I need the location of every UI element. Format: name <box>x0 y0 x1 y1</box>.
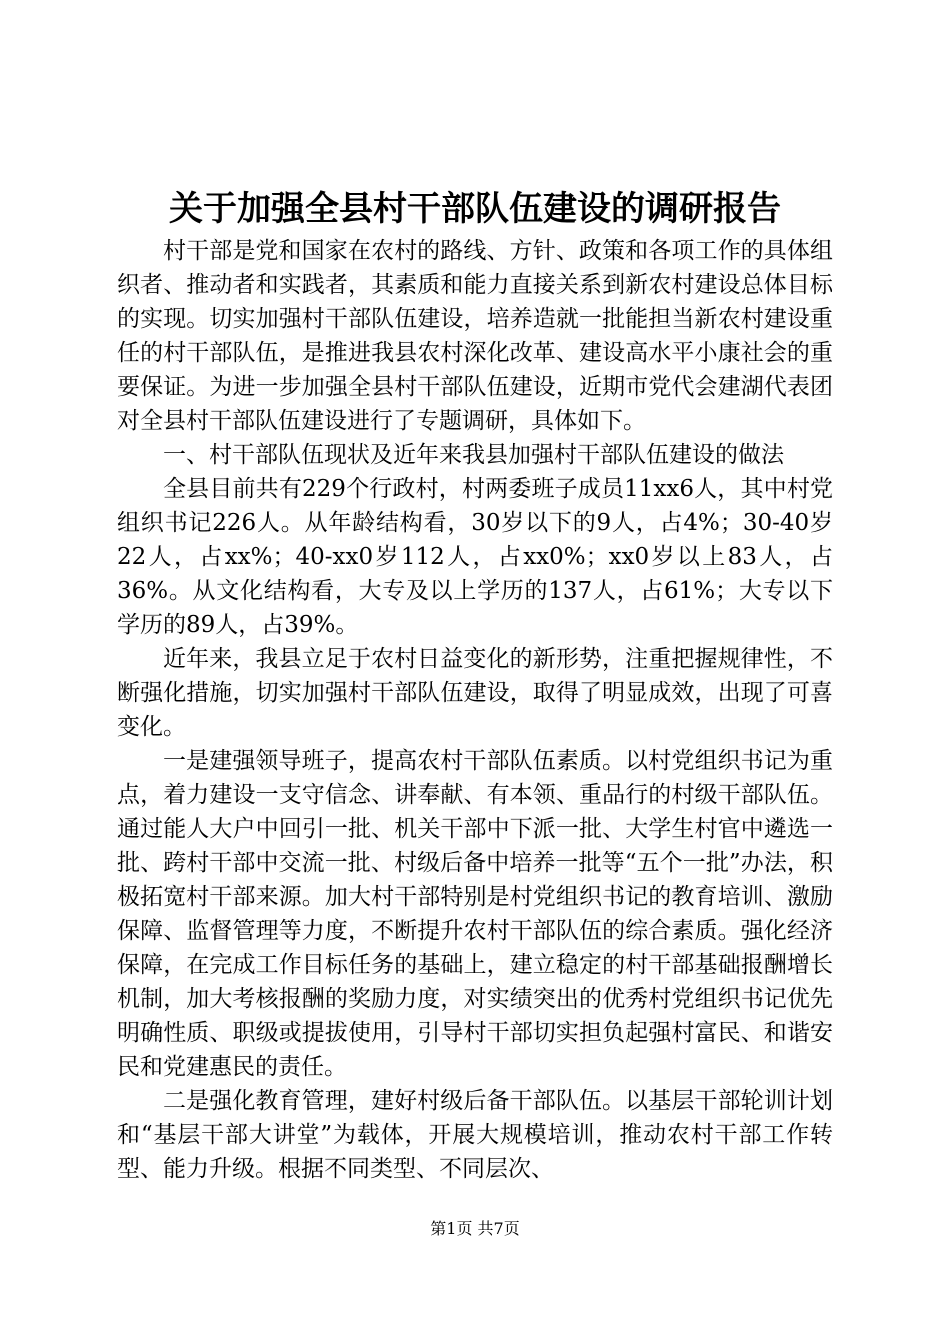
paragraph-recent-years: 近年来，我县立足于农村日益变化的新形势，注重把握规律性，不断强化措施，切实加强村干部队伍建设，取得了明显成效，出现了可喜变化。 <box>117 646 833 740</box>
paragraph-point-2: 二是强化教育管理，建好村级后备干部队伍。以基层干部轮训计划和“基层干部大讲堂”为载体，开展大规模培训，推动农村干部工作转型、能力升级。根据不同类型、不同层次、 <box>117 1088 833 1182</box>
document-title: 关于加强全县村干部队伍建设的调研报告 <box>169 189 781 229</box>
page-footer: 第1页 共7页 <box>430 1219 520 1238</box>
paragraph-intro: 村干部是党和国家在农村的路线、方针、政策和各项工作的具体组织者、推动者和实践者，其素质和能力直接关系到新农村建设总体目标的实现。切实加强村干部队伍建设，培养造就一批能担当新农村建设重任的村干部队伍，是推进我县农村深化改革、建设高水平小康社会的重要保证。为进一步加强全县村干部队伍建设，近期市党代会建湖代表团对全县村干部队伍建设进行了专题调研，具体如下。 <box>117 238 833 434</box>
document-body <box>117 234 833 1186</box>
section-heading-1: 一、村干部队伍现状及近年来我县加强村干部队伍建设的做法 <box>163 442 784 468</box>
paragraph-point-1: 一是建强领导班子，提高农村干部队伍素质。以村党组织书记为重点，着力建设一支守信念、讲奉献、有本领、重品行的村级干部队伍。通过能人大户中回引一批、机关干部中下派一批、大学生村官中遴选一批、跨村干部中交流一批、村级后备中培养一批等“五个一批”办法，积极拓宽村干部来源。加大村干部特别是村党组织书记的教育培训、激励保障、监督管理等力度，不断提升农村干部队伍的综合素质。强化经济保障，在完成工作目标任务的基础上，建立稳定的村干部基础报酬增长机制，加大考核报酬的奖励力度，对实绩突出的优秀村党组织书记优先明确性质、职级或提拔使用，引导村干部切实担负起强村富民、和谐安民和党建惠民的责任。 <box>117 748 833 1080</box>
paragraph-statistics: 全县目前共有229个行政村，村两委班子成员11xx6人，其中村党组织书记226人。从年龄结构看，30岁以下的9人，占4%；30-40岁22人，占xx%；40-xx0岁112人，占xx0%；xx0岁以上83人，占36%。从文化结构看，大专及以上学历的137人，占61%；大专以下学历的89人，占39%。 <box>117 476 833 638</box>
